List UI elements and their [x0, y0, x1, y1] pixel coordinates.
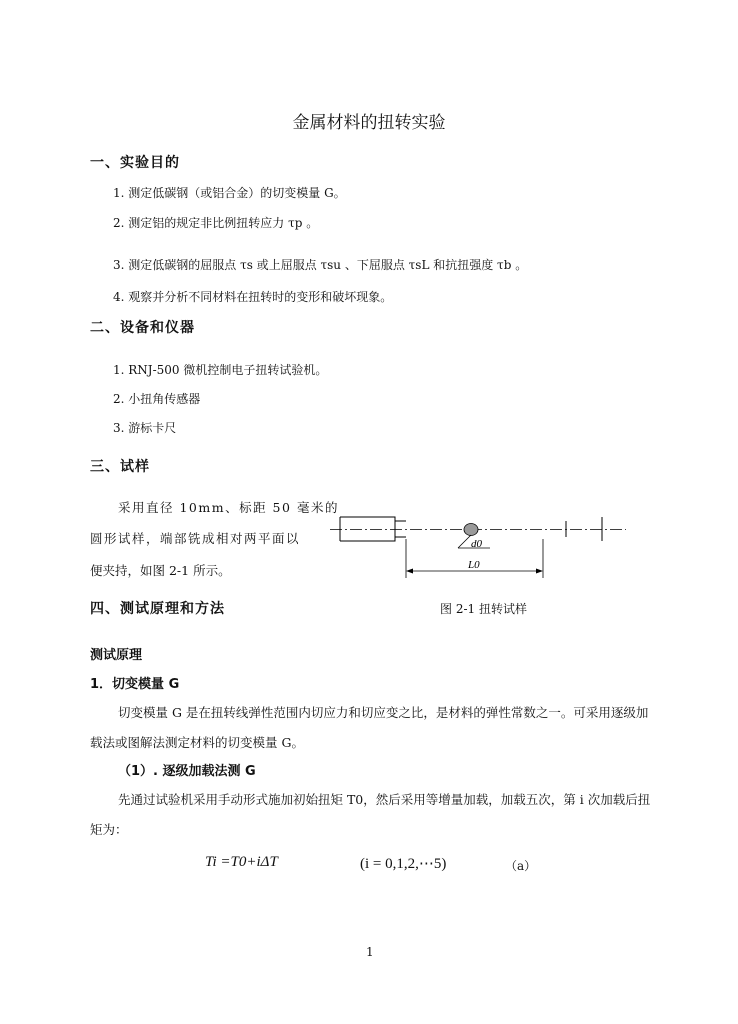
objective-item-1: 1. 测定低碳钢（或铝合金）的切变模量 G。 — [113, 186, 346, 200]
equation-lhs: Ti =T0+iΔT — [205, 854, 278, 870]
stepwise-paragraph: 先通过试验机采用手动形式施加初始扭矩 T0，然后采用等增量加载，加载五次，第 i 次加载后扭矩为： — [90, 792, 651, 837]
equipment-item-3: 3. 游标卡尺 — [113, 421, 177, 435]
page-title: 金属材料的扭转实验 — [292, 113, 446, 133]
page-number: 1 — [366, 945, 374, 959]
diameter-label: d0 — [471, 538, 482, 550]
equipment-item-1: 1. RNJ-500 微机控制电子扭转试验机。 — [113, 363, 328, 377]
subsection-heading-principle: 测试原理 — [90, 648, 143, 663]
specimen-drawing — [330, 505, 630, 585]
equation-tag: （a） — [505, 859, 537, 873]
specimen-outline-top — [340, 517, 406, 521]
gauge-arrow-left — [406, 569, 413, 574]
objective-item-3: 3. 测定低碳钢的屈服点 τs 或上屈服点 τsu 、下屈服点 τsL 和抗扭强度 τb 。 — [113, 258, 528, 272]
objective-item-2: 2. 测定铝的规定非比例扭转应力 τp 。 — [113, 216, 319, 230]
gauge-arrow-right — [536, 569, 543, 574]
specimen-line-2: 圆形试样，端部铣成相对两平面以 — [90, 531, 301, 546]
subitem-heading-stepwise: （1）. 逐级加载法测 G — [118, 764, 256, 779]
specimen-line-1: 采用直径 10mm、标距 50 毫米的 — [118, 500, 339, 515]
specimen-line-3: 便夹持，如图 2-1 所示。 — [90, 563, 231, 578]
item-heading-shear-modulus: 1．切变模量 G — [90, 677, 180, 692]
section-heading-equipment: 二、设备和仪器 — [90, 320, 195, 336]
specimen-outline-bottom — [340, 537, 406, 541]
cross-section-marker — [464, 524, 478, 536]
section-heading-objectives: 一、实验目的 — [90, 155, 180, 171]
diameter-leader — [458, 535, 471, 548]
gauge-length-label: L0 — [468, 559, 480, 571]
shear-modulus-paragraph: 切变模量 G 是在扭转线弹性范围内切应力和切应变之比，是材料的弹性常数之一。可采用逐级加载法或图解法测定材料的切变模量 G。 — [90, 705, 649, 750]
objective-item-4: 4. 观察并分析不同材料在扭转时的变形和破坏现象。 — [113, 290, 393, 304]
equipment-item-2: 2. 小扭角传感器 — [113, 392, 201, 406]
equation-condition: (i = 0,1,2,⋯5) — [360, 856, 447, 872]
figure-caption: 图 2-1 扭转试样 — [440, 602, 527, 616]
specimen-figure — [330, 505, 630, 585]
section-heading-principle-method: 四、测试原理和方法 — [90, 601, 225, 617]
section-heading-specimen: 三、试样 — [90, 459, 150, 475]
